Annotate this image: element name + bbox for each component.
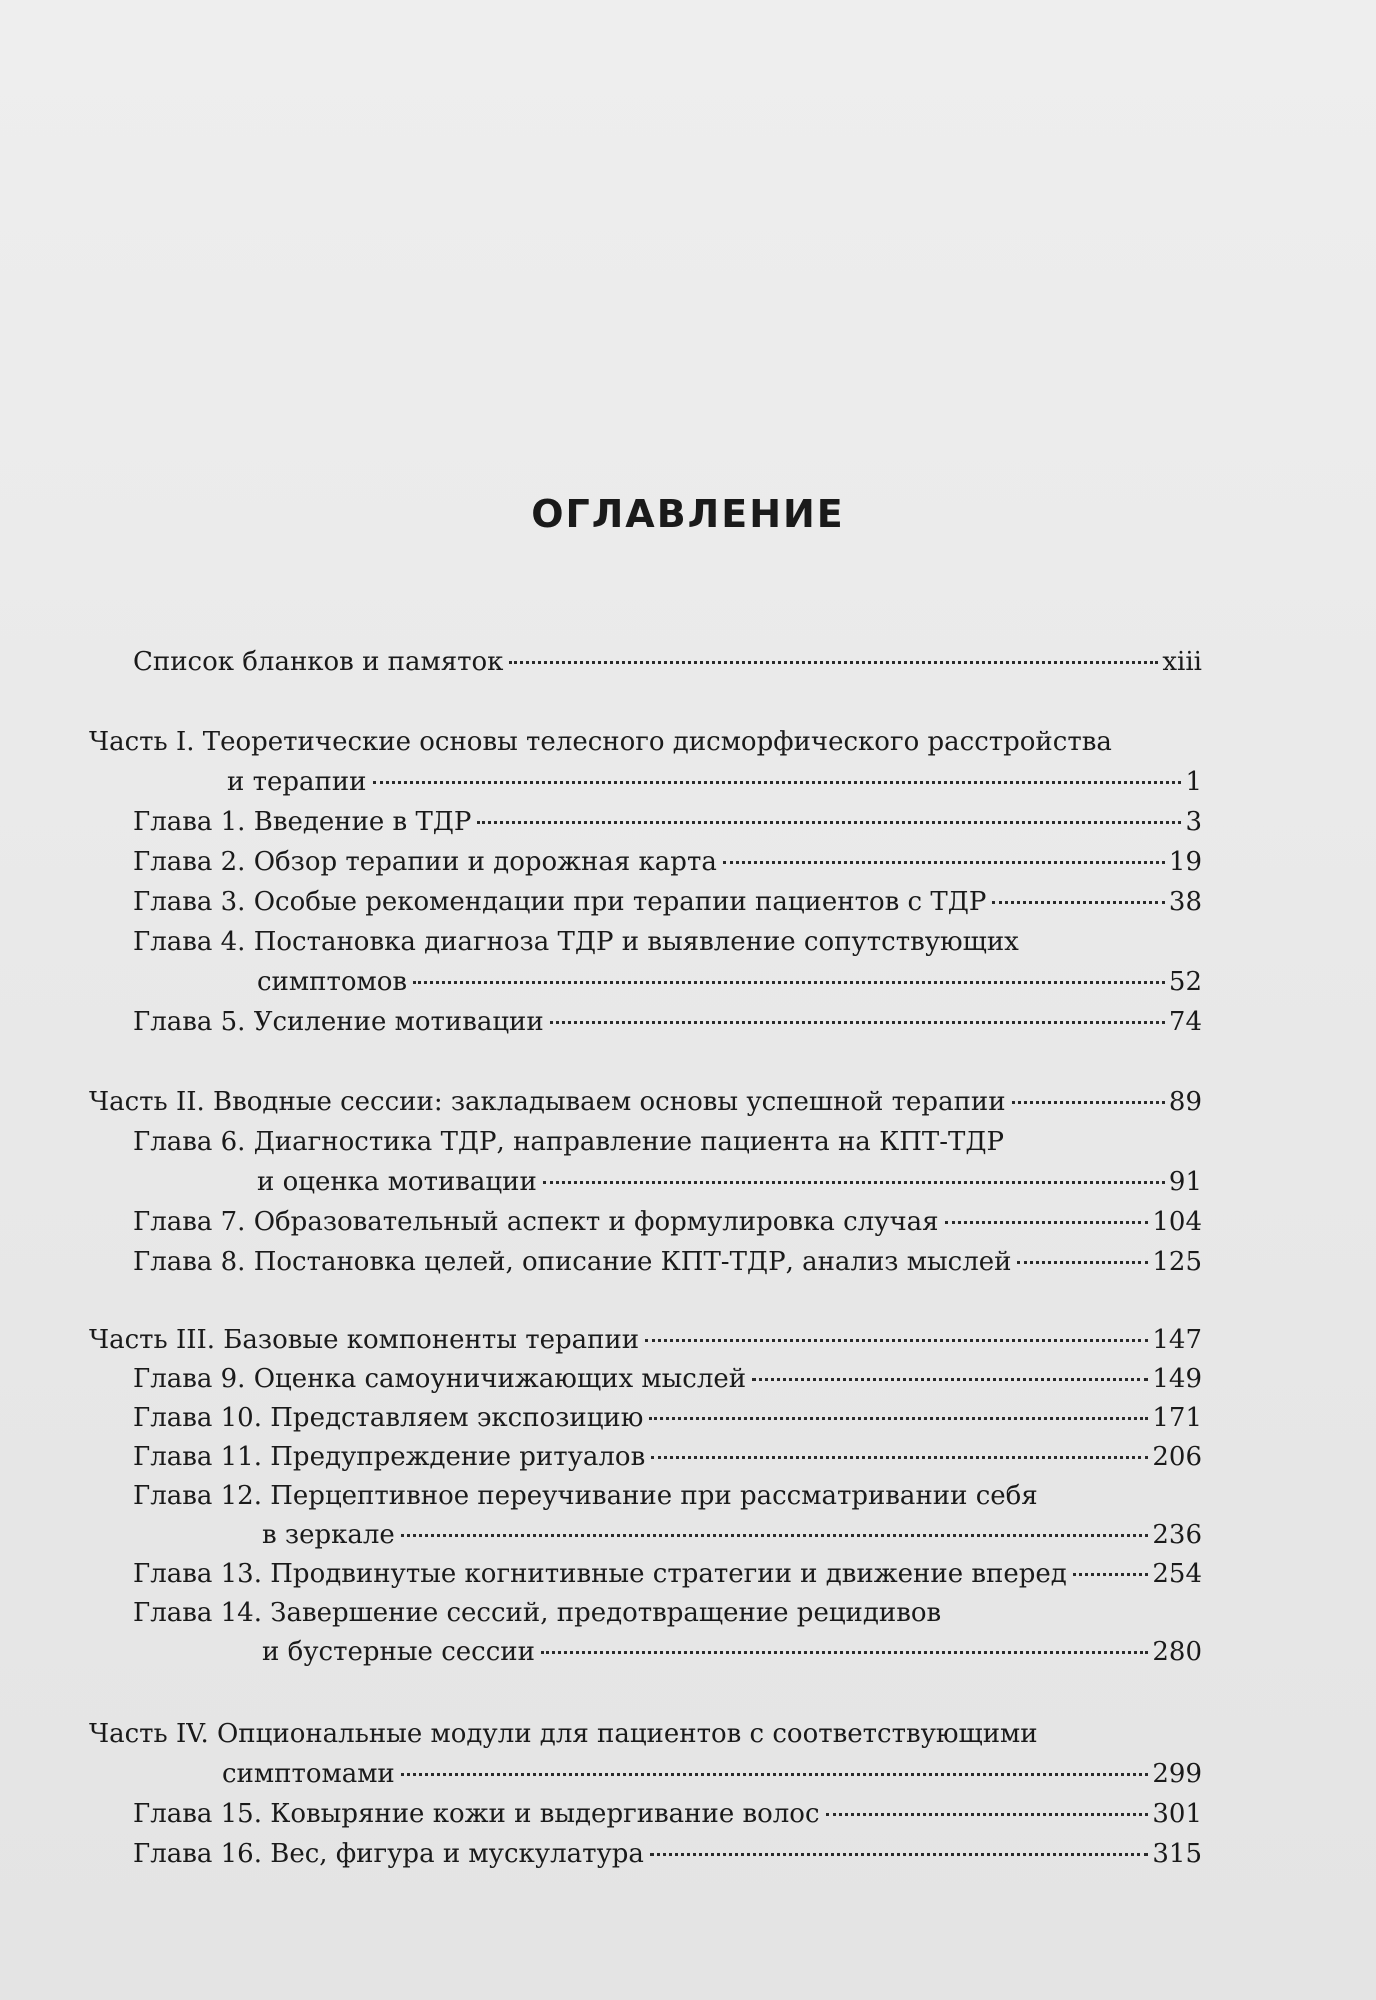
toc-entry-text: Глава 12. Перцептивное переучивание при рассматривании себя (133, 1481, 1038, 1511)
toc-part-1-continuation (227, 765, 1202, 799)
toc-entry-text: Глава 1. Введение в ТДР (133, 807, 472, 837)
toc-entry-text: и терапии (227, 767, 367, 797)
toc-part-2-heading (89, 1085, 1202, 1119)
toc-chapter-7 (133, 1205, 1202, 1239)
toc-chapter-12 (133, 1479, 1038, 1513)
toc-chapter-10 (133, 1401, 1202, 1435)
toc-entry-text: Глава 13. Продвинутые когнитивные стратегии и движение вперед (133, 1559, 1067, 1589)
toc-entry-page: 299 (1152, 1759, 1202, 1789)
toc-chapter-16 (133, 1837, 1202, 1871)
dot-leader (413, 981, 1165, 984)
toc-entry-text: Глава 4. Постановка диагноза ТДР и выявление сопутствующих (133, 927, 1019, 957)
toc-entry-text: Часть IV. Опциональные модули для пациентов с соответствующими (89, 1719, 1038, 1749)
toc-entry-text: Глава 11. Предупреждение ритуалов (133, 1442, 646, 1472)
dot-leader (651, 1456, 1148, 1459)
toc-entry-page: 91 (1168, 1167, 1202, 1197)
dot-leader (541, 1651, 1148, 1654)
toc-chapter-8 (133, 1245, 1202, 1279)
toc-entry-page: xiii (1162, 647, 1202, 677)
dot-leader (401, 1534, 1149, 1537)
toc-entry-text: Глава 8. Постановка целей, описание КПТ-ТДР, анализ мыслей (133, 1247, 1012, 1277)
toc-entry-text: симптомов (257, 967, 407, 997)
toc-chapter-2 (133, 845, 1202, 879)
toc-chapter-9 (133, 1362, 1202, 1396)
dot-leader (649, 1417, 1148, 1420)
dot-leader (992, 901, 1165, 904)
toc-entry-text: симптомами (222, 1759, 395, 1789)
toc-chapter-6-continuation (257, 1165, 1202, 1199)
toc-entry-page: 149 (1152, 1364, 1202, 1394)
toc-chapter-14 (133, 1596, 941, 1630)
toc-entry-text: и бустерные сессии (262, 1637, 535, 1667)
toc-entry-page: 19 (1168, 847, 1202, 877)
dot-leader (373, 781, 1182, 784)
dot-leader (550, 1021, 1165, 1024)
dot-leader (1073, 1573, 1149, 1576)
toc-entry-text: Часть I. Теоретические основы телесного дисморфического расстройства (89, 727, 1112, 757)
toc-chapter-4 (133, 925, 1019, 959)
dot-leader (650, 1853, 1148, 1856)
toc-entry-page: 52 (1168, 967, 1202, 997)
toc-entry-text: Глава 14. Завершение сессий, предотвращение рецидивов (133, 1598, 942, 1628)
toc-entry-page: 147 (1152, 1325, 1202, 1355)
dot-leader (543, 1181, 1165, 1184)
toc-entry-page: 3 (1185, 807, 1202, 837)
toc-chapter-15 (133, 1797, 1202, 1831)
toc-entry-text: Глава 2. Обзор терапии и дорожная карта (133, 847, 717, 877)
toc-entry-text: Глава 10. Представляем экспозицию (133, 1403, 644, 1433)
toc-entry-text: Список бланков и памяток (133, 647, 504, 677)
dot-leader (1017, 1261, 1148, 1264)
dot-leader (401, 1773, 1149, 1776)
toc-entry-text: Глава 5. Усиление мотивации (133, 1007, 544, 1037)
toc-entry-text: Глава 7. Образовательный аспект и формулировка случая (133, 1207, 939, 1237)
toc-entry-page: 206 (1152, 1442, 1202, 1472)
toc-part-3-heading (89, 1323, 1202, 1357)
toc-entry-text: Глава 6. Диагностика ТДР, направление пациента на КПТ-ТДР (133, 1127, 1004, 1157)
dot-leader (945, 1221, 1149, 1224)
dot-leader (477, 821, 1181, 824)
dot-leader (1012, 1101, 1165, 1104)
toc-entry-page: 301 (1152, 1799, 1202, 1829)
toc-entry-text: Глава 16. Вес, фигура и мускулатура (133, 1839, 644, 1869)
toc-entry-page: 1 (1185, 767, 1202, 797)
toc-entry-text: Глава 3. Особые рекомендации при терапии пациентов с ТДР (133, 887, 987, 917)
toc-entry-page: 236 (1152, 1520, 1202, 1550)
toc-entry-page: 254 (1152, 1559, 1202, 1589)
toc-entry-page: 89 (1168, 1087, 1202, 1117)
toc-chapter-11 (133, 1440, 1202, 1474)
dot-leader (723, 861, 1165, 864)
toc-part-4-heading (89, 1717, 1038, 1751)
toc-entry-page: 171 (1152, 1403, 1202, 1433)
toc-entry-text: в зеркале (262, 1520, 395, 1550)
toc-entry-page: 315 (1152, 1839, 1202, 1869)
toc-chapter-5 (133, 1005, 1202, 1039)
toc-entry-text: Глава 15. Ковыряние кожи и выдергивание волос (133, 1799, 820, 1829)
toc-part-4-continuation (222, 1757, 1202, 1791)
toc-chapter-12-continuation (262, 1518, 1202, 1552)
toc-entry-page: 74 (1168, 1007, 1202, 1037)
toc-chapter-4-continuation (257, 965, 1202, 999)
dot-leader (826, 1813, 1149, 1816)
toc-entry-page: 125 (1152, 1247, 1202, 1277)
dot-leader (645, 1339, 1148, 1342)
toc-entry-text: и оценка мотивации (257, 1167, 537, 1197)
toc-entry-page: 104 (1152, 1207, 1202, 1237)
toc-chapter-6 (133, 1125, 1004, 1159)
dot-leader (752, 1378, 1148, 1381)
toc-part-1-heading (89, 725, 1112, 759)
toc-entry-text: Глава 9. Оценка самоуничижающих мыслей (133, 1364, 747, 1394)
toc-chapter-14-continuation (262, 1635, 1202, 1669)
page-title: ОГЛАВЛЕНИЕ (531, 492, 845, 536)
dot-leader (509, 661, 1158, 664)
toc-chapter-13 (133, 1557, 1202, 1591)
toc-entry-page: 38 (1168, 887, 1202, 917)
toc-chapter-1 (133, 805, 1202, 839)
toc-entry-forms-list (133, 645, 1202, 679)
toc-entry-text: Часть II. Вводные сессии: закладываем основы успешной терапии (89, 1087, 1006, 1117)
toc-chapter-3 (133, 885, 1202, 919)
toc-entry-text: Часть III. Базовые компоненты терапии (89, 1325, 640, 1355)
toc-entry-page: 280 (1152, 1637, 1202, 1667)
